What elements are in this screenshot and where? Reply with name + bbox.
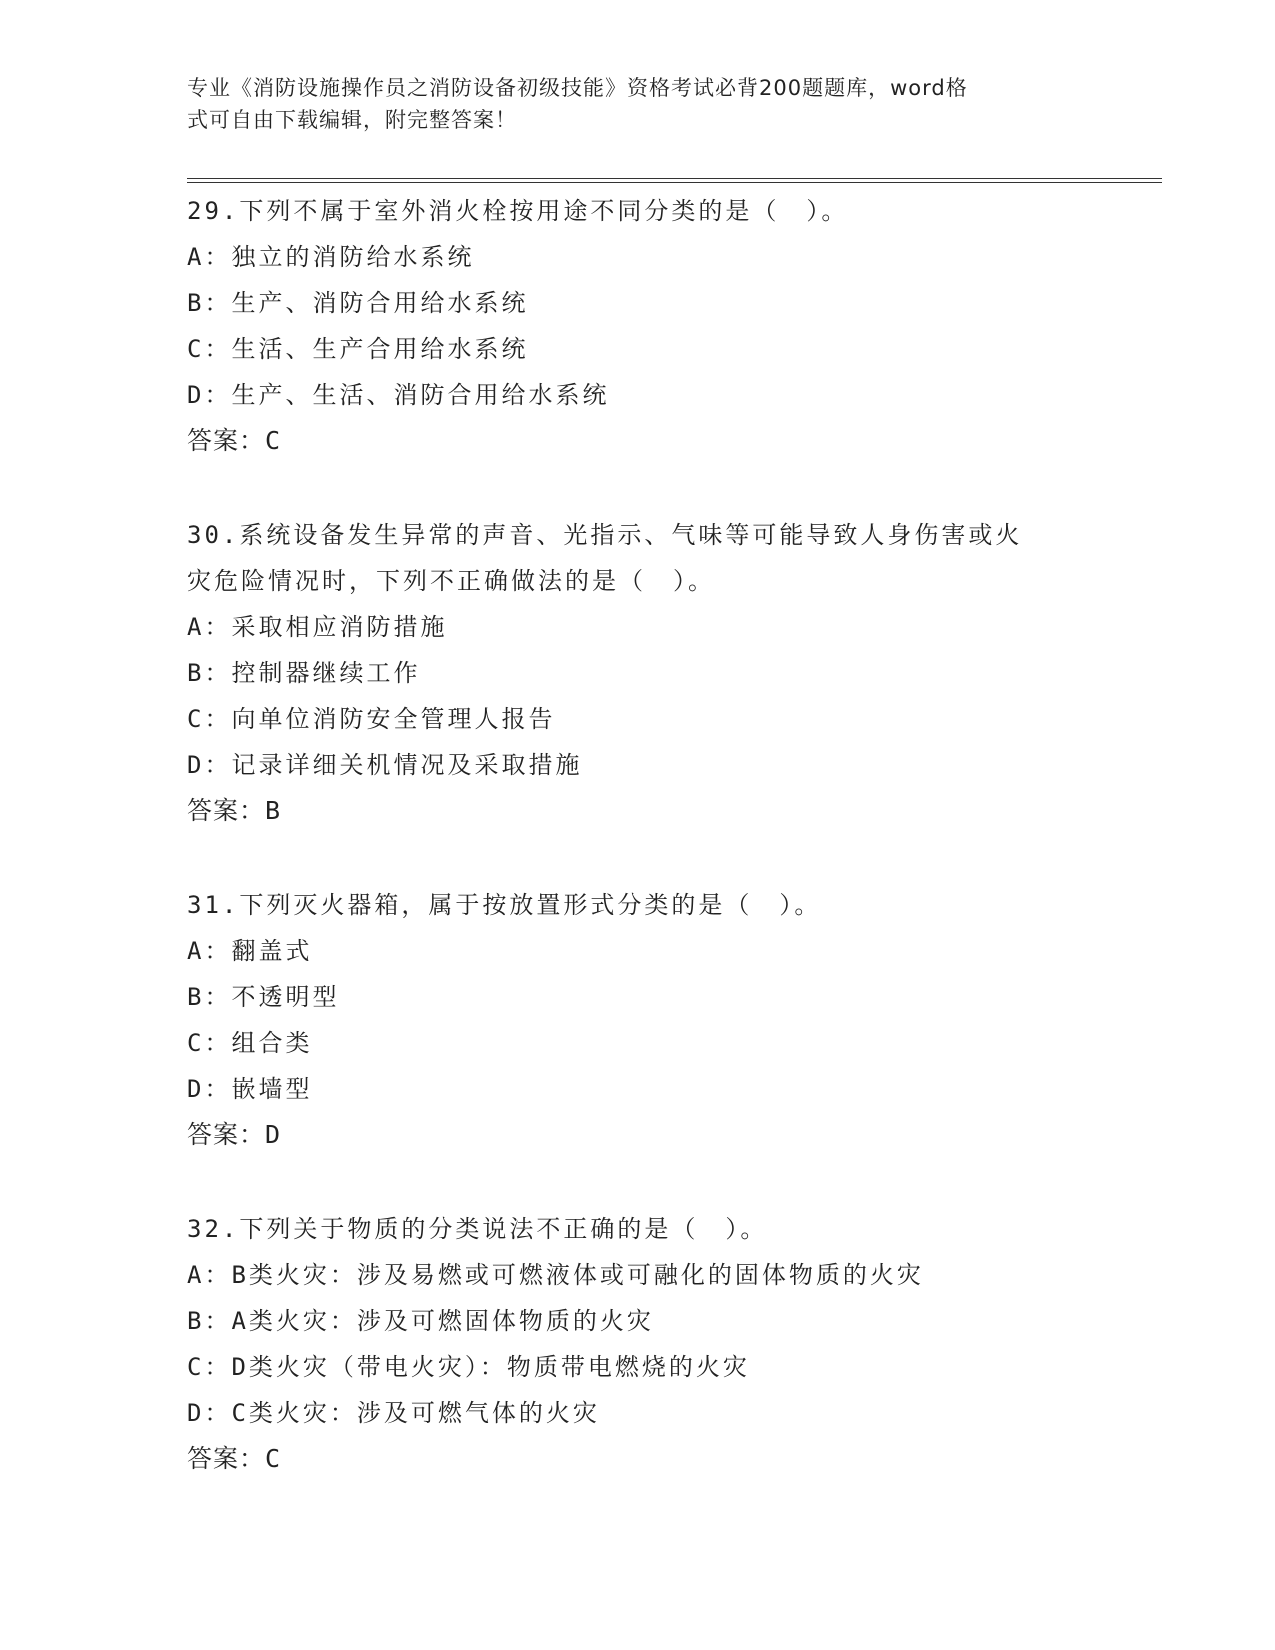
question-stem: 32.下列关于物质的分类说法不正确的是（ ）。 [187,1215,768,1243]
answer-value: C [265,426,282,455]
option-d: D：记录详细关机情况及采取措施 [187,751,583,779]
option-b: B：A类火灾：涉及可燃固体物质的火灾 [187,1307,654,1335]
question-stem-continued: 灾危险情况时，下列不正确做法的是（ ）。 [187,567,715,595]
answer-value: B [265,796,282,825]
option-d: D：嵌墙型 [187,1075,313,1103]
answer-line [187,1112,1087,1158]
header-divider-top [187,178,1162,179]
answer-label: 答案： [187,1444,266,1473]
question-stem: 31.下列灭火器箱，属于按放置形式分类的是（ ）。 [187,891,822,919]
header-line-1: 专业《消防设施操作员之消防设备初级技能》资格考试必背200题题库，word格 [187,76,968,100]
header-divider-bottom [187,182,1162,183]
option-b: B：控制器继续工作 [187,659,421,687]
option-d: D：生产、生活、消防合用给水系统 [187,381,610,409]
answer-line [187,788,1087,834]
option-a: A：翻盖式 [187,937,313,965]
header-line-2: 式可自由下载编辑，附完整答案！ [187,108,517,132]
option-c: C：组合类 [187,1029,313,1057]
option-a: A：独立的消防给水系统 [187,243,475,271]
answer-line [187,1436,1087,1482]
question-32 [187,1206,1087,1482]
question-29 [187,188,1087,464]
question-31 [187,882,1087,1158]
question-30 [187,512,1087,834]
question-list [187,188,1087,1482]
option-c: C：向单位消防安全管理人报告 [187,705,556,733]
document-header [187,72,1067,136]
option-a: A：B类火灾：涉及易燃或可燃液体或可融化的固体物质的火灾 [187,1261,924,1289]
answer-line [187,418,1087,464]
answer-label: 答案： [187,796,266,825]
option-b: B：不透明型 [187,983,340,1011]
option-c: C：D类火灾（带电火灾）：物质带电燃烧的火灾 [187,1353,750,1381]
option-b: B：生产、消防合用给水系统 [187,289,529,317]
option-c: C：生活、生产合用给水系统 [187,335,529,363]
answer-value: C [265,1444,282,1473]
option-a: A：采取相应消防措施 [187,613,448,641]
answer-label: 答案： [187,426,266,455]
answer-label: 答案： [187,1120,266,1149]
option-d: D：C类火灾：涉及可燃气体的火灾 [187,1399,600,1427]
question-stem: 30.系统设备发生异常的声音、光指示、气味等可能导致人身伤害或火 [187,521,1023,549]
question-stem: 29.下列不属于室外消火栓按用途不同分类的是（ ）。 [187,197,849,225]
answer-value: D [265,1120,282,1149]
